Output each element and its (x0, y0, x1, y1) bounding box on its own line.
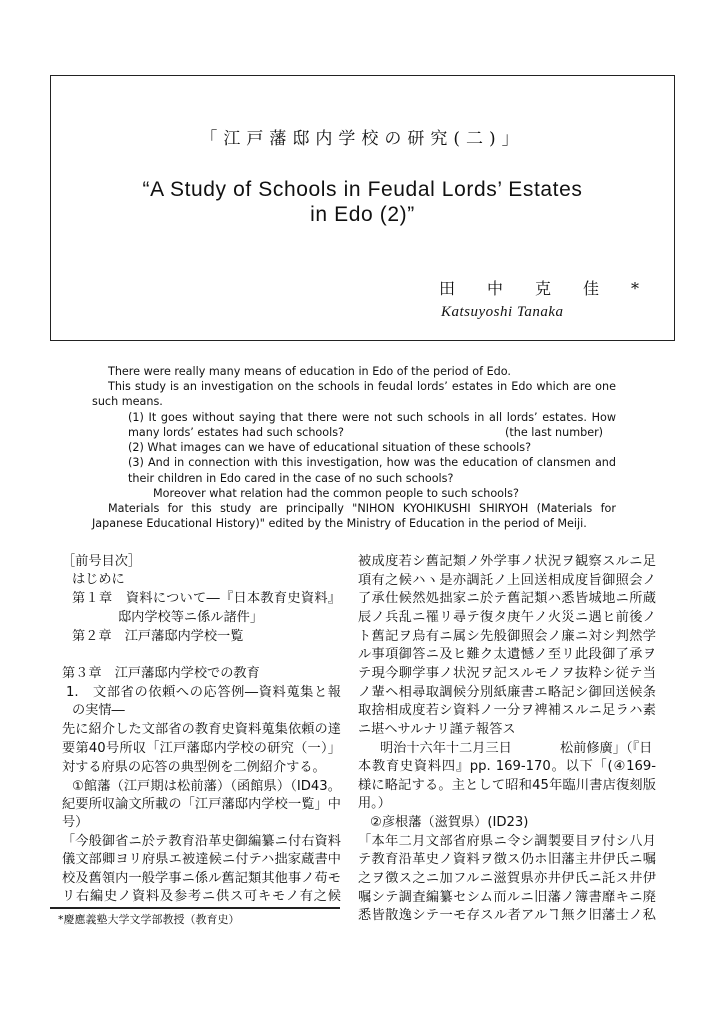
text-line: 第１章 資料について―『日本教育史資料』 (72, 591, 341, 606)
text-line: ①館藩（江戸期は松前藩）（函館県）（ID43。 (72, 779, 341, 794)
text-line: 先に紹介した文部省の教育史資料蒐集依頼の達 (62, 722, 341, 737)
text-line: 取捨相成度若シ資料ノ一分ヲ裨補スルニ足ラハ素 (358, 703, 656, 719)
abstract-line: many lords’ estates had such schools? (128, 426, 344, 439)
text-line: 号） (62, 815, 89, 830)
text-line: 邸内学校等ニ係ル諸件」 (118, 610, 264, 625)
text-line: ニ堪ヘサルナリ謹テ報答ス (358, 721, 516, 737)
signature: 松前修廣」（『日 (560, 740, 653, 756)
text-line: 紀要所収論文所載の「江戸藩邸内学校一覧」中 (62, 797, 341, 812)
text-line: 被成度若シ舊記類ノ外学事ノ状況ヲ観察スルニ足 (358, 554, 656, 569)
text-line: 様に略記する。主として昭和45年臨川書店復刻版 (358, 777, 656, 793)
abstract-line: Japanese Educational History)" edited by the Ministry of Education in the period of Meiji. (92, 517, 587, 530)
text-line: テ教育沿革史ノ資料ヲ徴ス仍ホ旧藩主井伊氏ニ嘱 (358, 852, 656, 868)
text-line: 辰ノ兵乱ニ罹リ尋テ復タ庚午ノ火災ニ遇ヒ前後ノ (358, 609, 656, 625)
text-line: の実情― (72, 703, 125, 718)
text-line: リ右編史ノ資料及参考ニ供ス可キモノ有之候 (62, 889, 341, 904)
text-line: ル事項御答ニ及ヒ難ク太遺憾ノ至リ此段御了承ヲ (358, 647, 656, 663)
text-line: 用。） (358, 796, 391, 812)
abstract-line: (3) And in connection with this investigation, how was the education of clansmen and (128, 456, 616, 469)
abstract-line: There were really many means of education in Edo of the period of Edo. (108, 365, 511, 378)
author-name-english: Katsuyoshi Tanaka (441, 304, 564, 320)
abstract-line: such means. (92, 395, 163, 408)
english-title-line-1: “A Study of Schools in Feudal Lords’ Estates (142, 178, 583, 201)
text-line: 第２章 江戸藩邸内学校一覧 (72, 629, 244, 644)
text-line: 嘱シテ調査編纂セシム而ルニ旧藩ノ簿書靡キニ廃 (358, 889, 656, 905)
abstract-line: (1) It goes without saying that there were not such schools in all lords’ estates. How (128, 411, 616, 424)
text-line: 了承仕候然処拙家ニ於テ舊記類ハ悉皆城地ニ所蔵 (358, 591, 656, 607)
text-line: 儀文部卿ヨリ府県エ被達候ニ付テハ拙家蔵書中 (62, 852, 341, 867)
footnote: *慶應義塾大学文学部教授（教育史） (58, 913, 240, 926)
text-line: 明治十六年十二月三日 (380, 740, 512, 756)
text-line: 項有之候ハヽ是亦調託ノ上回送相成度旨御照会ノ (358, 572, 656, 588)
text-line: 校及舊領内一般学事ニ係ル舊記類其他事ノ苟モ (62, 871, 341, 886)
text-line: 悉皆散逸シテ一モ存スル者アルヿ無ク旧藩士ノ私 (358, 908, 656, 924)
title-box (50, 75, 675, 341)
japanese-title: 「江戸藩邸内学校の研究(二)」 (200, 129, 525, 149)
text-line: 要第40号所収「江戸藩邸内学校の研究（一）」 (62, 741, 341, 756)
text-line: 之ヲ徴ス之ニ加フルニ滋賀県亦井伊氏ニ託ス井伊 (358, 871, 656, 887)
abstract-line: (2) What images can we have of educational situation of these schools? (128, 441, 532, 454)
text-line: ノ輩ヘ相尋取調候分別紙廉書エ略記シ御回送候条 (358, 684, 656, 700)
text-line: ［前号目次］ (62, 554, 142, 569)
text-line: テ現今聊学事ノ状況ヲ記スルモノヲ抜粋シ従テ当 (358, 665, 656, 681)
text-line: ト舊記ヲ烏有ニ属シ先般御照会ノ廉ニ対シ判然学 (358, 628, 656, 644)
abstract-line: Materials for this study are principally "NIHON KYOHIKUSHI SHIRYOH (Materials for (108, 502, 616, 515)
footnote-divider (50, 907, 340, 909)
text-line: 1. 文部省の依頼への応答例―資料蒐集と報 (66, 685, 341, 700)
text-line: 第３章 江戸藩邸内学校での教育 (62, 666, 260, 681)
text-line: 「今般御省ニ於テ教育沿革史御編纂ニ付右資料 (62, 834, 341, 849)
text-line: ②彦根藩（滋賀県）(ID23) (370, 815, 529, 831)
english-title-line-2: in Edo (2)” (310, 203, 415, 226)
text-line: 「本年二月文部省府県ニ令シ調製要目ヲ付シ八月 (358, 833, 656, 849)
abstract-line: Moreover what relation had the common people to such schools? (153, 487, 519, 500)
abstract-line: their children in Edo cared in the case of no such schools? (128, 472, 454, 485)
abstract-note: (the last number) (505, 426, 604, 439)
text-line: 対する府県の応答の典型例を二例紹介する。 (62, 760, 326, 775)
text-line: 本教育史資料四』pp. 169-170。以下「(④169- (358, 759, 656, 775)
author-name-japanese: 田中克佳* (439, 279, 672, 298)
text-line: はじめに (72, 572, 125, 587)
abstract-line: This study is an investigation on the schools in feudal lords’ estates in Edo which are one (108, 380, 616, 393)
